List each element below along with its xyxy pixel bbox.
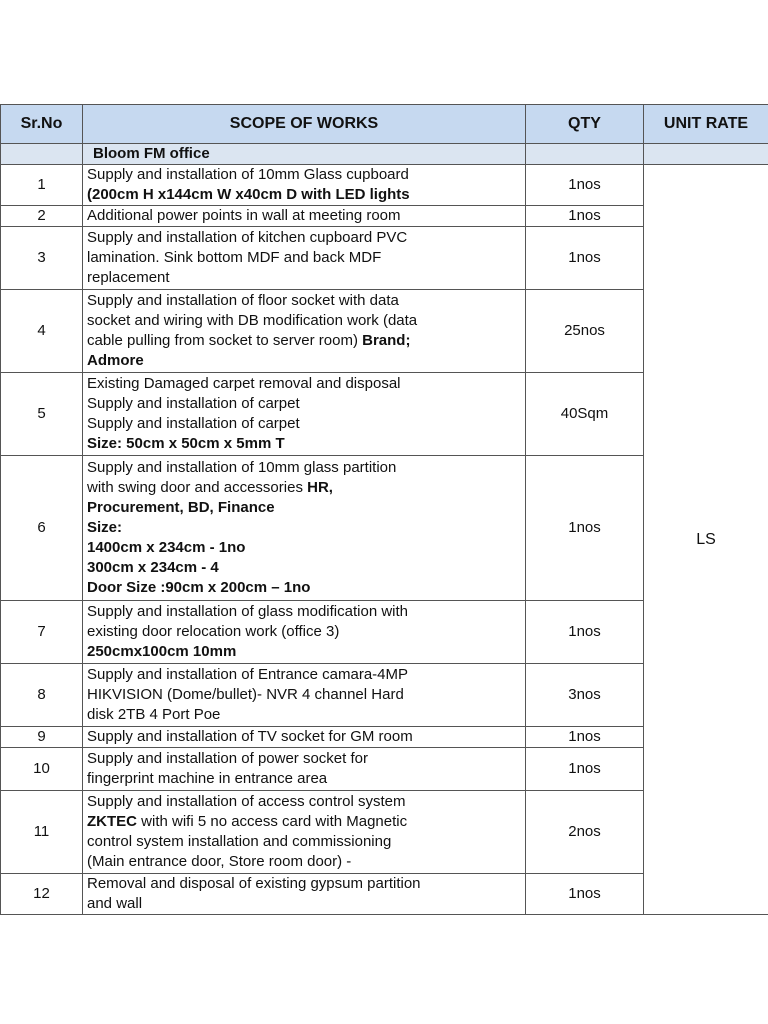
scope-text: replacement <box>87 269 170 286</box>
scope-text: (Main entrance door, Store room door) - <box>87 853 352 870</box>
scope-line <box>87 228 521 248</box>
scope-line <box>87 894 521 914</box>
scope-text: Size: 50cm x 50cm x 5mm T <box>87 435 285 452</box>
scope-text: 1400cm x 234cm - 1no <box>87 539 246 556</box>
qty-cell: 1nos <box>526 227 644 290</box>
scope-text: Supply and installation of access control system <box>87 793 406 810</box>
section-qty-cell <box>526 144 644 165</box>
scope-line <box>87 165 521 185</box>
scope-line <box>87 498 521 518</box>
scope-text-tail: HR, <box>302 479 333 496</box>
scope-cell <box>83 874 526 915</box>
srno-cell: 7 <box>1 601 83 664</box>
scope-text: Admore <box>87 352 144 369</box>
scope-line <box>87 185 521 205</box>
qty-cell: 2nos <box>526 791 644 874</box>
scope-text: Supply and installation of floor socket with data <box>87 292 399 309</box>
scope-text: Additional power points in wall at meeting room <box>87 207 401 224</box>
scope-of-works-table <box>0 104 768 915</box>
scope-text: (200cm H x144cm W x40cm D with LED lights <box>87 186 410 203</box>
scope-line <box>87 685 521 705</box>
srno-cell: 10 <box>1 748 83 791</box>
qty-cell: 1nos <box>526 748 644 791</box>
scope-line <box>87 538 521 558</box>
scope-text: Removal and disposal of existing gypsum partition <box>87 875 421 892</box>
scope-line <box>87 478 521 498</box>
scope-text: Supply and installation of carpet <box>87 395 300 412</box>
scope-text: Procurement, BD, Finance <box>87 499 275 516</box>
header-unit-rate: UNIT RATE <box>644 105 768 144</box>
srno-cell: 4 <box>1 290 83 373</box>
scope-line <box>87 351 521 371</box>
table-body <box>1 144 768 915</box>
section-row <box>1 144 768 165</box>
scope-line <box>87 578 521 598</box>
scope-text: Size: <box>87 519 123 536</box>
srno-cell: 9 <box>1 727 83 748</box>
scope-cell <box>83 727 526 748</box>
scope-text: 300cm x 234cm - 4 <box>87 559 219 576</box>
srno-cell: 8 <box>1 664 83 727</box>
scope-line <box>87 394 521 414</box>
scope-cell <box>83 456 526 601</box>
scope-line <box>87 458 521 478</box>
qty-cell: 1nos <box>526 165 644 206</box>
scope-text: with swing door and accessories <box>87 479 303 496</box>
scope-line <box>87 558 521 578</box>
table-header-row <box>1 105 768 144</box>
qty-cell: 1nos <box>526 727 644 748</box>
srno-cell: 3 <box>1 227 83 290</box>
scope-cell <box>83 601 526 664</box>
scope-text-tail: with wifi 5 no access card with Magnetic <box>137 813 408 830</box>
scope-line <box>87 248 521 268</box>
scope-line <box>87 792 521 812</box>
scope-text: Supply and installation of carpet <box>87 415 300 432</box>
scope-line <box>87 769 521 789</box>
scope-text: socket and wiring with DB modification work (data <box>87 312 418 329</box>
scope-line <box>87 434 521 454</box>
scope-cell <box>83 664 526 727</box>
scope-text: lamination. Sink bottom MDF and back MDF <box>87 249 382 266</box>
scope-text: Supply and installation of Entrance camara-4MP <box>87 666 409 683</box>
scope-line <box>87 331 521 351</box>
scope-text: control system installation and commissioning <box>87 833 392 850</box>
srno-cell: 6 <box>1 456 83 601</box>
scope-text: ZKTEC <box>87 813 137 830</box>
scope-line <box>87 727 521 747</box>
scope-line <box>87 602 521 622</box>
srno-cell: 2 <box>1 206 83 227</box>
scope-line <box>87 705 521 725</box>
srno-cell: 11 <box>1 791 83 874</box>
scope-text: Supply and installation of 10mm glass partition <box>87 459 397 476</box>
scope-cell <box>83 165 526 206</box>
scope-text-tail: Brand; <box>357 332 411 349</box>
scope-text: existing door relocation work (office 3) <box>87 623 340 640</box>
qty-cell: 1nos <box>526 206 644 227</box>
srno-cell: 1 <box>1 165 83 206</box>
scope-text: and wall <box>87 895 143 912</box>
section-rate-cell <box>644 144 768 165</box>
scope-line <box>87 749 521 769</box>
scope-line <box>87 622 521 642</box>
srno-cell: 5 <box>1 373 83 456</box>
scope-line <box>87 206 521 226</box>
scope-cell <box>83 748 526 791</box>
scope-cell <box>83 206 526 227</box>
qty-cell: 40Sqm <box>526 373 644 456</box>
scope-line <box>87 832 521 852</box>
scope-text: Supply and installation of kitchen cupboard PVC <box>87 229 408 246</box>
scope-line <box>87 268 521 288</box>
scope-text: disk 2TB 4 Port Poe <box>87 706 221 723</box>
scope-text: Supply and installation of power socket for <box>87 750 368 767</box>
scope-line <box>87 291 521 311</box>
scope-line <box>87 414 521 434</box>
header-srno: Sr.No <box>1 105 83 144</box>
section-title: Bloom FM office <box>83 144 526 165</box>
unit-rate-cell: LS <box>644 165 768 915</box>
scope-line <box>87 311 521 331</box>
scope-text: Supply and installation of TV socket for GM room <box>87 728 413 745</box>
scope-line <box>87 518 521 538</box>
scope-cell <box>83 373 526 456</box>
scope-line <box>87 665 521 685</box>
qty-cell: 25nos <box>526 290 644 373</box>
qty-cell: 1nos <box>526 456 644 601</box>
scope-line <box>87 874 521 894</box>
scope-text: Existing Damaged carpet removal and disposal <box>87 375 401 392</box>
scope-text: 250cmx100cm 10mm <box>87 643 237 660</box>
srno-cell: 12 <box>1 874 83 915</box>
scope-line <box>87 812 521 832</box>
scope-cell <box>83 791 526 874</box>
scope-text: fingerprint machine in entrance area <box>87 770 328 787</box>
qty-cell: 1nos <box>526 601 644 664</box>
scope-line <box>87 642 521 662</box>
qty-cell: 3nos <box>526 664 644 727</box>
scope-line <box>87 852 521 872</box>
header-scope: SCOPE OF WORKS <box>83 105 526 144</box>
scope-cell <box>83 290 526 373</box>
table-row <box>1 165 768 206</box>
scope-text: HIKVISION (Dome/bullet)- NVR 4 channel Hard <box>87 686 404 703</box>
scope-text: Door Size :90cm x 200cm – 1no <box>87 579 311 596</box>
scope-text: Supply and installation of 10mm Glass cupboard <box>87 166 409 183</box>
header-qty: QTY <box>526 105 644 144</box>
scope-line <box>87 374 521 394</box>
scope-text: cable pulling from socket to server room) <box>87 332 358 349</box>
scope-text: Supply and installation of glass modification with <box>87 603 409 620</box>
scope-cell <box>83 227 526 290</box>
qty-cell: 1nos <box>526 874 644 915</box>
section-srno-cell <box>1 144 83 165</box>
